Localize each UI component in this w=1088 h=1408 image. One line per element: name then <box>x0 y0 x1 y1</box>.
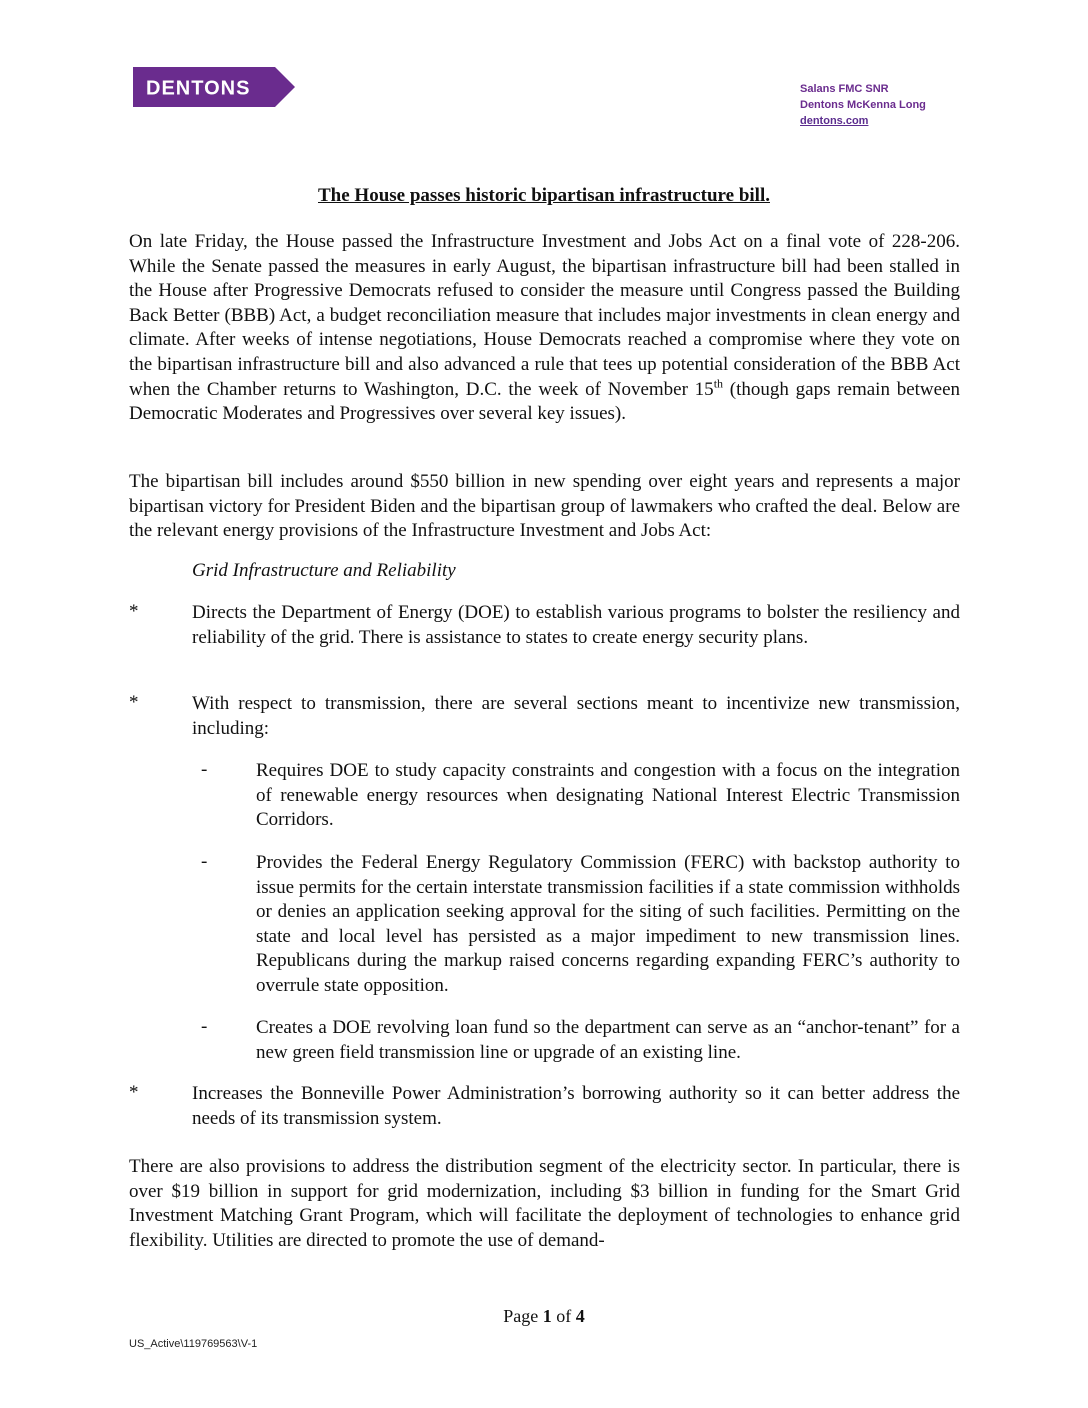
sub-bullet-item: Creates a DOE revolving loan fund so the department can serve as an “anchor-tenant” for a new green field transmission line or upgrade of an existing line. <box>256 1017 960 1063</box>
sub-bullet-marker: - <box>201 759 208 780</box>
firm-info <box>800 81 926 129</box>
distribution-paragraph: There are also provisions to address the distribution segment of the electricity sector. In particular, there is over $19 billion in support for grid modernization, including $3 billion in funding for the Smart Grid Investment Matching Grant Program, which will facilitate the deployment of technologies to enhance grid flexibility. Utilities are directed to promote the use of demand- <box>129 1156 960 1251</box>
bullet-item: Directs the Department of Energy (DOE) to establish various programs to bolster the resiliency and reliability of the grid. There is assistance to states to create energy security plans. <box>192 602 960 648</box>
page-label: Page <box>503 1306 539 1326</box>
bullet-marker: * <box>129 692 139 713</box>
firm-line-2: Dentons McKenna Long <box>800 99 926 111</box>
section-subheading: Grid Infrastructure and Reliability <box>192 560 456 581</box>
page-total: 4 <box>575 1306 585 1326</box>
document-title: The House passes historic bipartisan infrastructure bill. <box>318 185 770 206</box>
page-number <box>0 1306 1088 1327</box>
intro-paragraph-part-b: (though gaps remain between Democratic Moderates and Progressives over several key issues). <box>129 378 961 425</box>
firm-line-1: Salans FMC SNR <box>800 83 889 95</box>
intro-paragraph-part-a: On late Friday, the House passed the Infrastructure Investment and Jobs Act on a final vote of 228-206. While the Senate passed the measures in early August, the bipartisan infrastructure bill had been stalled in the House after Progressive Democrats refused to consider the measure until Congress passed the Building Back Better (BBB) Act, a budget reconciliation measure that includes major investments in clean energy and climate. After weeks of intense negotiations, House Democrats reached a compromise where they vote on the bipartisan infrastructure bill and also advanced a rule that tees up potential consideration of the BBB Act when the Chamber returns to Washington, D.C. the week of November 15 <box>129 231 960 400</box>
ordinal-suffix: th <box>713 376 724 391</box>
website-link[interactable]: dentons.com <box>800 115 869 127</box>
sub-bullet-marker: - <box>201 1016 208 1037</box>
bullet-item: With respect to transmission, there are several sections meant to incentivize new transmission, including: <box>192 693 960 739</box>
summary-paragraph: The bipartisan bill includes around $550 billion in new spending over eight years and represents a major bipartisan victory for President Biden and the bipartisan group of lawmakers who crafted the deal. Below are the relevant energy provisions of the Infrastructure Investment and Jobs Act: <box>129 471 960 542</box>
page-current: 1 <box>542 1306 552 1326</box>
bullet-item: Increases the Bonneville Power Administration’s borrowing authority so it can better address the needs of its transmission system. <box>192 1083 960 1129</box>
sub-bullet-item: Provides the Federal Energy Regulatory Commission (FERC) with backstop authority to issue permits for the certain interstate transmission facilities if a state commission withholds or denies an application seeking approval for the siting of such facilities. Permitting on the state and local level has persisted as a major impediment to new transmission lines. Republicans during the markup raised concerns regarding expanding FERC’s authority to overrule state opposition. <box>256 852 960 996</box>
dentons-logo <box>133 67 295 107</box>
bullet-marker: * <box>129 1082 139 1103</box>
intro-paragraph <box>129 230 960 427</box>
sub-bullet-item: Requires DOE to study capacity constraints and congestion with a focus on the integration of renewable energy resources when designating National Interest Electric Transmission Corridors. <box>256 760 960 831</box>
logo-text: DENTONS <box>146 77 251 100</box>
bullet-marker: * <box>129 601 139 622</box>
sub-bullet-marker: - <box>201 851 208 872</box>
document-id: US_Active\119769563\V-1 <box>129 1338 258 1350</box>
page-of: of <box>556 1306 572 1326</box>
